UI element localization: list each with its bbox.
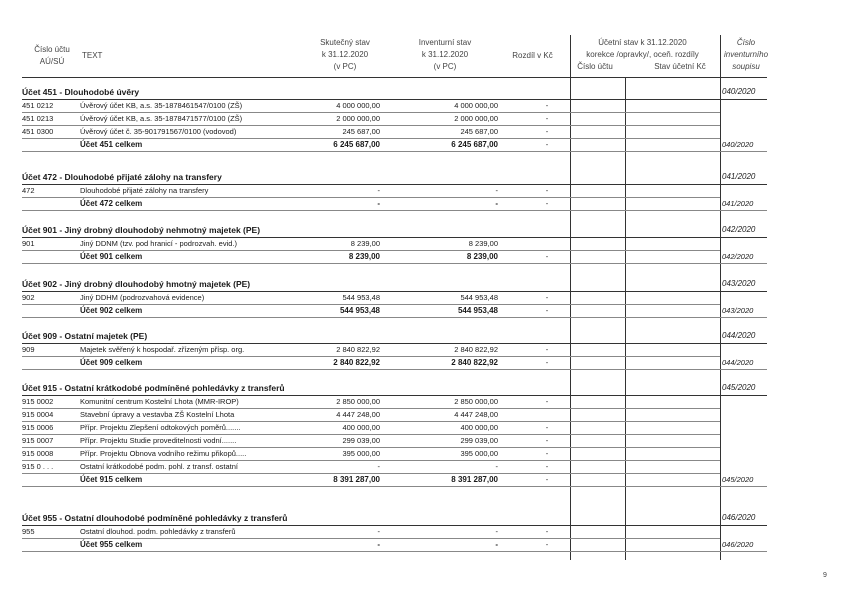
account-number: 901 <box>22 239 35 248</box>
section-title: Účet 901 - Jiný drobný dlouhodobý nehmotný majetek (PE) <box>22 225 261 235</box>
diff-value: - <box>545 293 549 302</box>
total-ref: 044/2020 <box>722 358 754 367</box>
header-diff: Rozdíl v Kč <box>512 51 553 60</box>
inventory-value: 395 000,00 <box>460 449 498 458</box>
header-actual-line3: (v PC) <box>333 62 357 71</box>
actual-value: - <box>377 186 380 195</box>
table-row <box>22 344 767 356</box>
total-ref: 046/2020 <box>722 540 754 549</box>
row-rule <box>22 151 767 152</box>
inventory-value: 6 245 687,00 <box>451 140 498 149</box>
total-row <box>22 198 767 210</box>
inventory-value: 8 391 287,00 <box>451 475 498 484</box>
inventory-value: 8 239,00 <box>466 252 498 261</box>
row-text: Jiný DDNM (tzv. pod hranicí - podrozvah. evid.) <box>80 239 237 248</box>
total-row <box>22 539 767 551</box>
table-row <box>22 238 767 250</box>
actual-value: 4 447 248,00 <box>336 410 380 419</box>
total-ref: 041/2020 <box>722 199 754 208</box>
diff-value: - <box>545 306 549 315</box>
row-text: Přípr. Projektu Obnova vodního režimu přikopů..... <box>80 449 247 458</box>
inventory-value: 4 447 248,00 <box>454 410 498 419</box>
actual-value: 395 000,00 <box>342 449 380 458</box>
account-number: 451 0300 <box>22 127 54 136</box>
row-rule <box>22 210 767 211</box>
section-title: Účet 909 - Ostatní majetek (PE) <box>22 331 148 341</box>
inventory-value: 245 687,00 <box>460 127 498 136</box>
row-text: Úvěrový účet č. 35-901791567/0100 (vodovod) <box>80 127 237 136</box>
row-text: Majetek svěřený k hospodař. zřízeným přísp. org. <box>80 345 245 354</box>
section-ref: 042/2020 <box>722 225 756 234</box>
row-text: Přípr. Projektu Studie proveditelnosti vodní....... <box>80 436 237 445</box>
total-row <box>22 474 767 486</box>
section-title: Účet 955 - Ostatní dlouhodobé podmíněné pohledávky z transferů <box>22 513 288 523</box>
total-ref: 043/2020 <box>722 306 754 315</box>
inventory-value: 8 239,00 <box>468 239 498 248</box>
inventory-value: - <box>495 462 498 471</box>
total-row <box>22 357 767 369</box>
table-row <box>22 396 767 408</box>
total-ref: 042/2020 <box>722 252 754 261</box>
header-inventory <box>400 37 490 73</box>
inventory-value: 400 000,00 <box>460 423 498 432</box>
diff-value: - <box>545 449 549 458</box>
header-text: TEXT <box>82 51 103 60</box>
account-number: 451 0213 <box>22 114 54 123</box>
account-number: 902 <box>22 293 35 302</box>
row-text: Dlouhodobé přijaté zálohy na transfery <box>80 186 209 195</box>
header-inventory-line2: k 31.12.2020 <box>421 50 469 59</box>
row-rule <box>22 551 767 552</box>
actual-value: 544 953,48 <box>339 306 380 315</box>
header-acc-state: Stav účetní Kč <box>654 62 706 71</box>
actual-value: - <box>377 199 380 208</box>
actual-value: 2 000 000,00 <box>336 114 380 123</box>
section-title: Účet 915 - Ostatní krátkodobé podmíněné pohledávky z transferů <box>22 383 285 393</box>
account-number: 472 <box>22 186 35 195</box>
header-inventory-ref-line1: Číslo <box>736 38 756 47</box>
diff-value: - <box>545 252 549 261</box>
account-number: 955 <box>22 527 35 536</box>
row-text: Jiný DDHM (podrozvahová evidence) <box>80 293 205 302</box>
actual-value: - <box>377 527 380 536</box>
header-accounting <box>565 37 720 61</box>
inventory-value: - <box>495 527 498 536</box>
row-text: Ostatní krátkodobé podm. pohl. z transf. ostatní <box>80 462 239 471</box>
section-ref: 040/2020 <box>722 87 756 96</box>
inventory-value: 4 000 000,00 <box>454 101 498 110</box>
actual-value: 2 850 000,00 <box>336 397 380 406</box>
table-row <box>22 409 767 421</box>
actual-value: 6 245 687,00 <box>333 140 380 149</box>
header-inventory-line1: Inventurní stav <box>418 38 472 47</box>
table-row <box>22 113 767 125</box>
section-ref: 045/2020 <box>722 383 756 392</box>
total-label: Účet 909 celkem <box>80 358 143 367</box>
header-acc-number: Číslo účtu <box>577 62 613 71</box>
diff-value: - <box>545 199 549 208</box>
inventory-value: - <box>495 186 498 195</box>
header-inventory-ref <box>722 37 770 73</box>
total-row <box>22 305 767 317</box>
section-ref: 046/2020 <box>722 513 756 522</box>
table-row <box>22 526 767 538</box>
account-number: 915 0002 <box>22 397 54 406</box>
section-title: Účet 451 - Dlouhodobé úvěry <box>22 87 140 97</box>
inventory-value: 2 850 000,00 <box>454 397 498 406</box>
row-text: Úvěrový účet KB, a.s. 35-1878461547/0100 (ZŠ) <box>80 101 243 110</box>
account-number: 915 0006 <box>22 423 54 432</box>
row-text: Stavební úpravy a vestavba ZŠ Kostelní Lhota <box>80 410 235 419</box>
diff-value: - <box>545 527 549 536</box>
total-ref: 040/2020 <box>722 140 754 149</box>
diff-value: - <box>545 436 549 445</box>
header-actual-line2: k 31.12.2020 <box>321 50 369 59</box>
header-account-line2: AÚ/SÚ <box>39 57 65 66</box>
diff-value: - <box>545 127 549 136</box>
actual-value: 8 239,00 <box>348 252 380 261</box>
page-number: 9 <box>823 572 827 579</box>
diff-value: - <box>545 140 549 149</box>
account-number: 451 0212 <box>22 101 54 110</box>
account-number: 915 0 . . . <box>22 462 54 471</box>
inventory-value: - <box>495 540 498 549</box>
diff-value: - <box>545 540 549 549</box>
total-ref: 045/2020 <box>722 475 754 484</box>
header-account-line1: Číslo účtu <box>34 45 70 54</box>
section-ref: 041/2020 <box>722 172 756 181</box>
actual-value: 245 687,00 <box>342 127 380 136</box>
diff-value: - <box>545 475 549 484</box>
total-label: Účet 955 celkem <box>80 540 143 549</box>
total-label: Účet 472 celkem <box>80 199 143 208</box>
account-number: 915 0004 <box>22 410 54 419</box>
header-inventory-ref-line3: soupisu <box>732 62 760 71</box>
inventory-value: 2 840 822,92 <box>451 358 498 367</box>
account-number: 909 <box>22 345 35 354</box>
section-title: Účet 472 - Dlouhodobé přijaté zálohy na transfery <box>22 172 222 182</box>
row-rule <box>22 369 767 370</box>
row-rule <box>22 486 767 487</box>
table-row <box>22 448 767 460</box>
actual-value: 4 000 000,00 <box>336 101 380 110</box>
total-label: Účet 915 celkem <box>80 475 143 484</box>
section-ref: 043/2020 <box>722 279 756 288</box>
header-actual <box>300 37 390 73</box>
total-label: Účet 451 celkem <box>80 140 143 149</box>
table-row <box>22 422 767 434</box>
actual-value: 2 840 822,92 <box>333 358 380 367</box>
actual-value: 400 000,00 <box>342 423 380 432</box>
table-row <box>22 461 767 473</box>
inventory-value: 299 039,00 <box>460 436 498 445</box>
table-row <box>22 435 767 447</box>
inventory-value: 2 840 822,92 <box>454 345 498 354</box>
section-ref: 044/2020 <box>722 331 756 340</box>
diff-value: - <box>545 462 549 471</box>
row-text: Komunitní centrum Kostelní Lhota (MMR-IROP) <box>80 397 239 406</box>
total-label: Účet 902 celkem <box>80 306 143 315</box>
diff-value: - <box>545 358 549 367</box>
total-label: Účet 901 celkem <box>80 252 143 261</box>
diff-value: - <box>545 345 549 354</box>
actual-value: 544 953,48 <box>342 293 380 302</box>
actual-value: 299 039,00 <box>342 436 380 445</box>
actual-value: 2 840 822,92 <box>336 345 380 354</box>
diff-value: - <box>545 423 549 432</box>
account-number: 915 0007 <box>22 436 54 445</box>
table-row <box>22 126 767 138</box>
inventory-value: - <box>495 199 498 208</box>
account-number: 915 0008 <box>22 449 54 458</box>
header-account <box>22 44 82 68</box>
diff-value: - <box>545 114 549 123</box>
actual-value: 8 239,00 <box>350 239 380 248</box>
section-title: Účet 902 - Jiný drobný dlouhodobý hmotný majetek (PE) <box>22 279 251 289</box>
header-inventory-line3: (v PC) <box>433 62 457 71</box>
header-accounting-line1: Účetní stav k 31.12.2020 <box>598 38 687 47</box>
header-rule <box>22 77 767 78</box>
header-actual-line1: Skutečný stav <box>320 38 370 47</box>
diff-value: - <box>545 186 549 195</box>
table-row <box>22 100 767 112</box>
total-row <box>22 139 767 151</box>
inventory-value: 2 000 000,00 <box>454 114 498 123</box>
row-text: Úvěrový účet KB, a.s. 35-1878471577/0100 (ZŠ) <box>80 114 243 123</box>
header-accounting-line2: korekce /opravky/, oceň. rozdíly <box>586 50 699 59</box>
diff-value: - <box>545 101 549 110</box>
actual-value: - <box>377 462 380 471</box>
table-row <box>22 292 767 304</box>
diff-value: - <box>545 397 549 406</box>
inventory-value: 544 953,48 <box>460 293 498 302</box>
inventory-value: 544 953,48 <box>457 306 498 315</box>
header-inventory-ref-line2: inventurního <box>723 50 769 59</box>
actual-value: 8 391 287,00 <box>333 475 380 484</box>
row-rule <box>22 317 767 318</box>
row-text: Ostatní dlouhod. podm. pohledávky z transferů <box>80 527 236 536</box>
table-row <box>22 185 767 197</box>
total-row <box>22 251 767 263</box>
row-rule <box>22 263 767 264</box>
row-text: Přípr. Projektu Zlepšení odtokových poměrů....... <box>80 423 241 432</box>
actual-value: - <box>377 540 380 549</box>
